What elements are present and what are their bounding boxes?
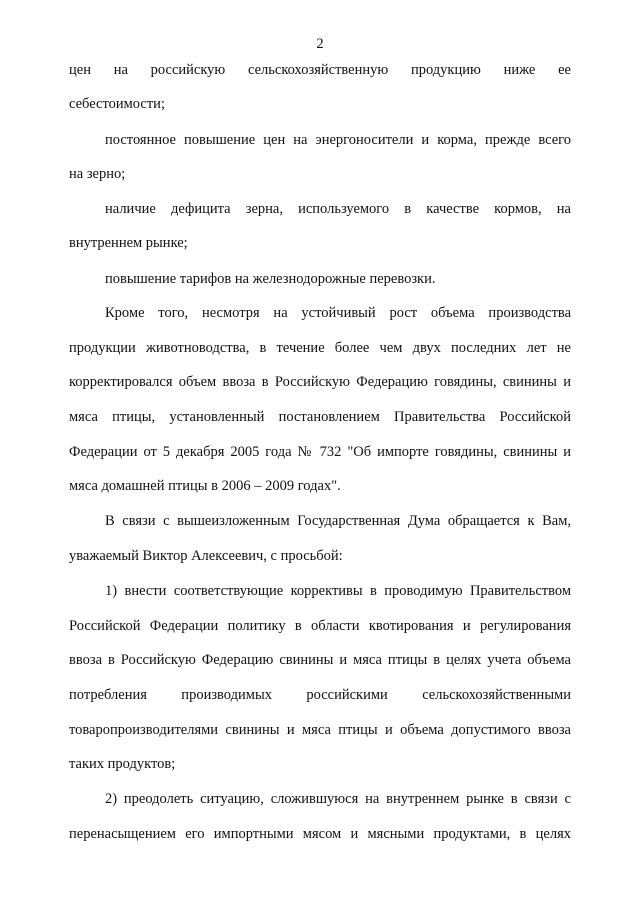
text-line: наличие дефицита зерна, используемого в качестве кормов, на <box>105 201 571 217</box>
text-line: себестоимости; <box>69 96 165 112</box>
text-line: перенасыщением его импортными мясом и мясными продуктами, в целях <box>69 826 571 842</box>
text-line: товаропроизводителями свинины и мяса птицы и объема допустимого ввоза <box>69 722 571 738</box>
text-line: 2) преодолеть ситуацию, сложившуюся на внутреннем рынке в связи с <box>105 791 571 807</box>
text-line: уважаемый Виктор Алексеевич, с просьбой: <box>69 548 343 564</box>
text-line: ввоза в Российскую Федерацию свинины и мяса птицы в целях учета объема <box>69 652 571 668</box>
text-line: мяса птицы, установленный постановлением Правительства Российской <box>69 409 571 425</box>
text-line: на зерно; <box>69 166 126 182</box>
text-line: таких продуктов; <box>69 756 176 772</box>
text-line: внутреннем рынке; <box>69 235 188 251</box>
text-line: Кроме того, несмотря на устойчивый рост объема производства <box>105 305 571 321</box>
text-line: В связи с вышеизложенным Государственная Дума обращается к Вам, <box>105 513 571 529</box>
text-line: потребления производимых российскими сельскохозяйственными <box>69 687 571 703</box>
text-line: 1) внести соответствующие коррективы в проводимую Правительством <box>105 583 571 599</box>
text-line: продукции животноводства, в течение более чем двух последних лет не <box>69 340 571 356</box>
text-line: цен на российскую сельскохозяйственную продукцию ниже ее <box>69 62 571 78</box>
text-line: корректировался объем ввоза в Российскую Федерацию говядины, свинины и <box>69 374 571 390</box>
text-line: мяса домашней птицы в 2006 – 2009 годах". <box>69 478 341 494</box>
text-line: Федерации от 5 декабря 2005 года № 732 "Об импорте говядины, свинины и <box>69 444 571 460</box>
text-line: Российской Федерации политику в области квотирования и регулирования <box>69 618 571 634</box>
page-number: 2 <box>316 36 324 52</box>
text-line: повышение тарифов на железнодорожные перевозки. <box>105 271 436 287</box>
text-line: постоянное повышение цен на энергоносители и корма, прежде всего <box>105 132 571 148</box>
